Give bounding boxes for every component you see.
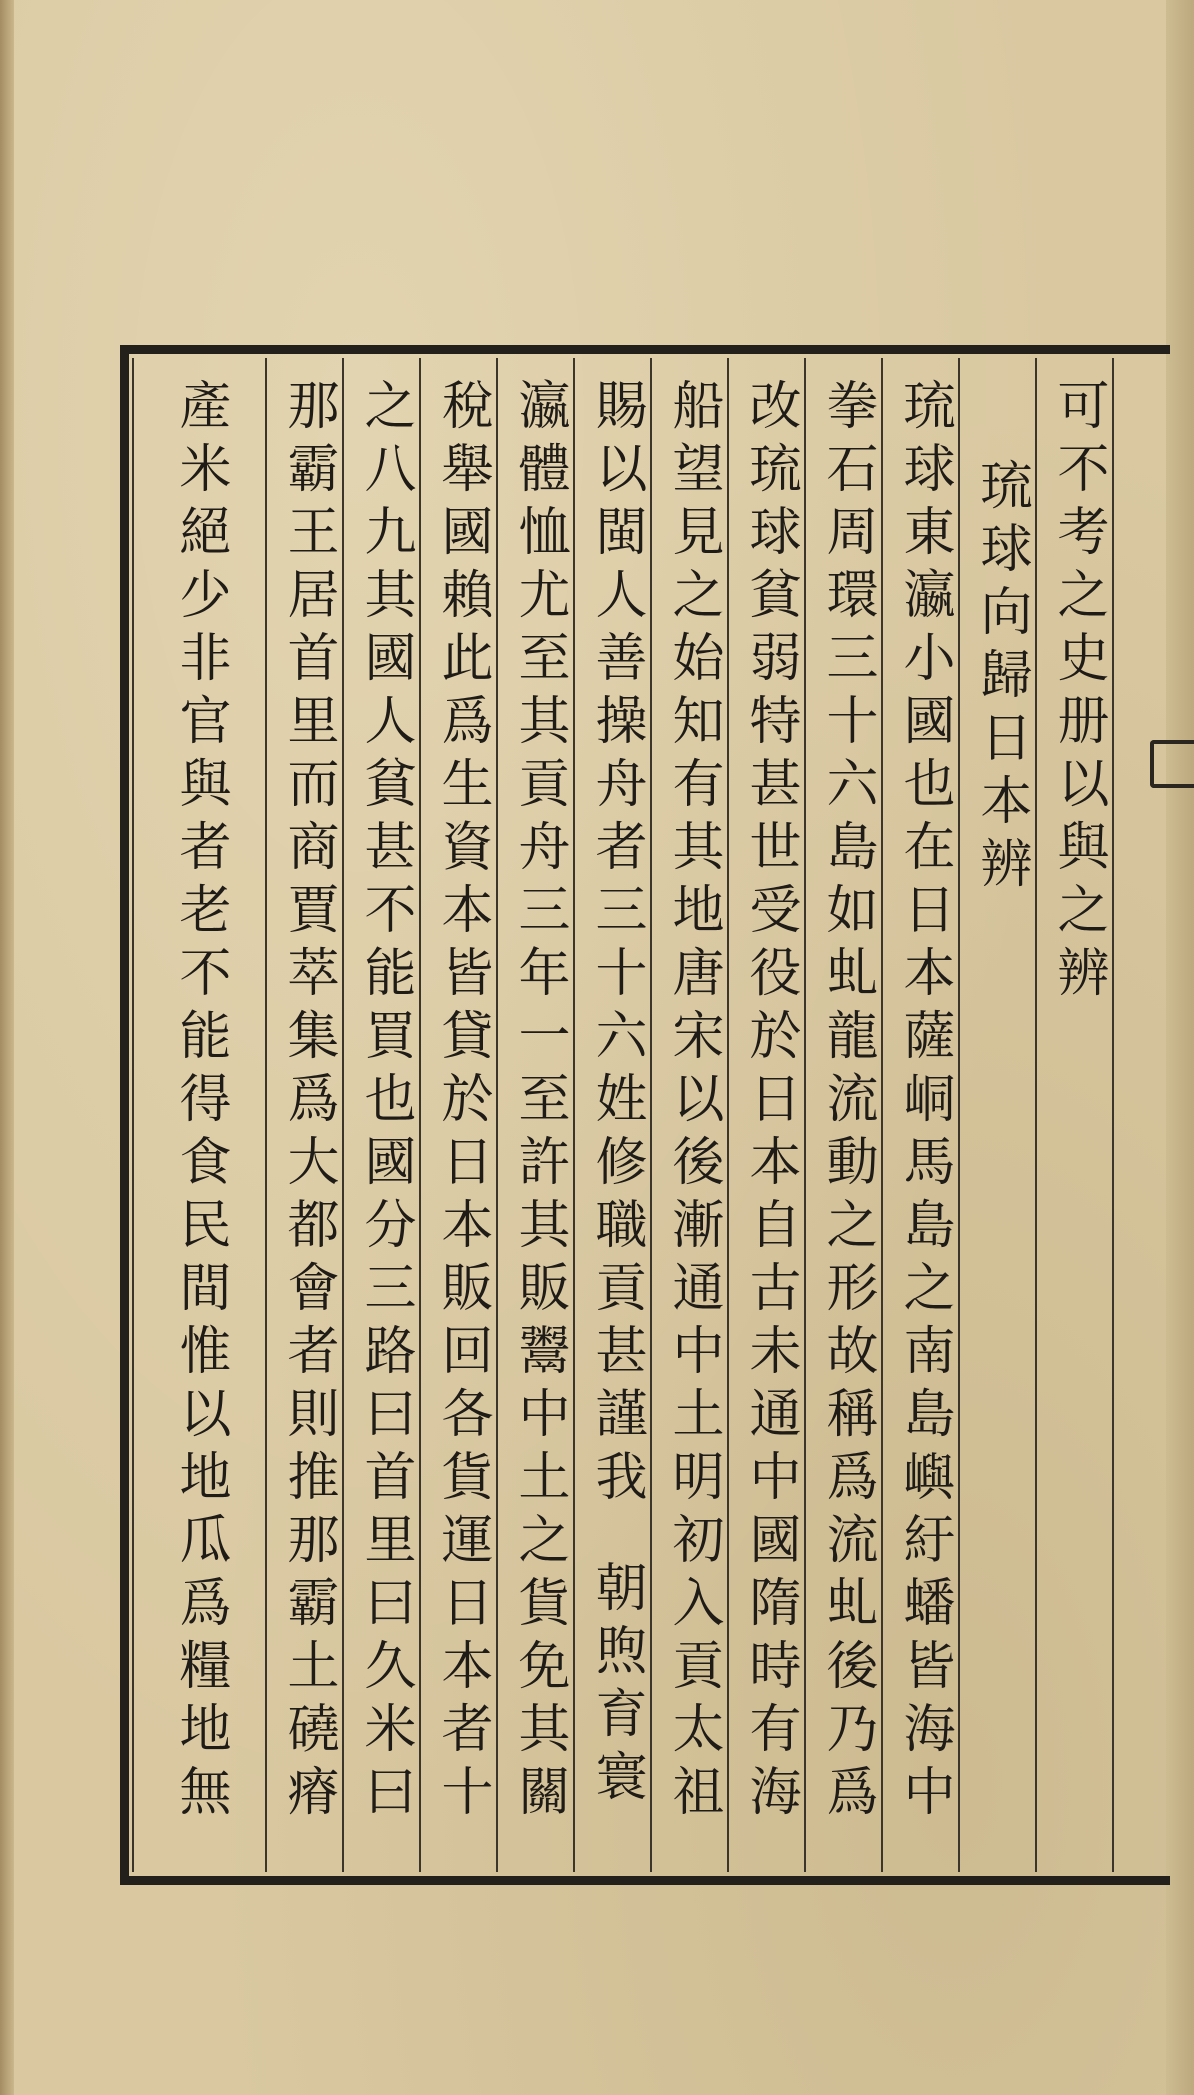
- page-left-edge: [0, 0, 14, 2095]
- text-column-3: 琉球東瀛小國也在日本薩峒馬島之南島嶼紆蟠皆海中: [894, 378, 954, 1827]
- text-column-9: 稅舉國賴此爲生資本皆貸於日本販回各貨運日本者十: [432, 378, 492, 1827]
- text-column-6: 船望見之始知有其地唐宋以後漸通中土明初入貢太祖: [663, 378, 723, 1827]
- text-column-4: 拳石周環三十六島如虬龍流動之形故稱爲流虬後乃爲: [817, 378, 877, 1827]
- text-column-7: [576, 378, 656, 1812]
- page-right-strip: [1166, 0, 1194, 2095]
- text-column-7-honorific: 朝煦育寰: [586, 1560, 646, 1812]
- text-column-10: 之八九其國人貧甚不能買也國分三路曰首里曰久米曰: [355, 378, 415, 1827]
- text-column-7-main: 賜以閩人善操舟者三十六姓修職貢甚謹我: [586, 378, 646, 1512]
- text-column-12: 產米絕少非官與者老不能得食民間惟以地瓜爲糧地無: [170, 378, 230, 1827]
- text-column-1: 可不考之史册以與之辨: [1048, 378, 1108, 1008]
- text-column-8: 瀛體恤尤至其貢舟三年一至許其販鬻中土之貨免其關: [509, 378, 569, 1827]
- text-column-2: 琉球向歸日本辨: [971, 458, 1031, 899]
- column-rule: [265, 358, 267, 1872]
- text-column-5: 改琉球貧弱特甚世受役於日本自古未通中國隋時有海: [740, 378, 800, 1827]
- text-column-11: 那霸王居首里而商賈萃集爲大都會者則推那霸土磽瘠: [278, 378, 338, 1827]
